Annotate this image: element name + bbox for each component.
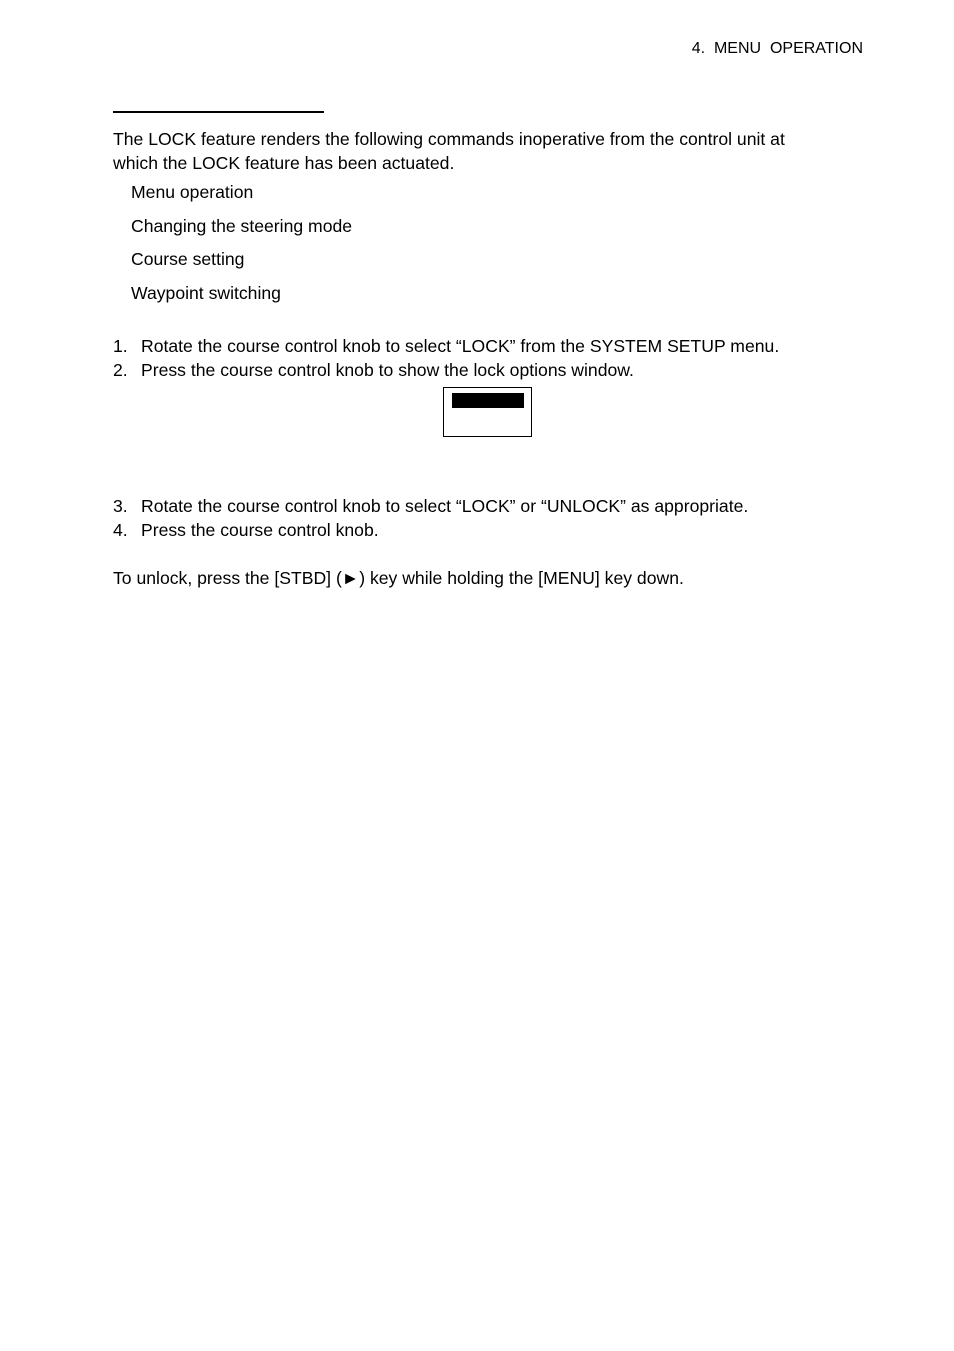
list-item: Waypoint switching: [131, 283, 281, 304]
procedure-steps-first: [113, 334, 779, 382]
lock-options-window-illustration: [443, 387, 532, 437]
list-item: Menu operation: [131, 182, 254, 202]
step-text: Rotate the course control knob to select “LOCK” from the SYSTEM SETUP menu.: [141, 336, 780, 356]
section-title-rule: [113, 111, 324, 113]
list-item: Changing the steering mode: [131, 215, 353, 236]
locked-commands-list: [131, 180, 352, 315]
list-item: Course setting: [131, 249, 245, 270]
lock-option-highlight: [452, 393, 524, 408]
step-text: Press the course control knob.: [141, 520, 379, 540]
step-number: 2.: [113, 360, 128, 380]
procedure-step: [113, 494, 748, 518]
step-number: 3.: [113, 496, 128, 516]
procedure-step: [113, 358, 779, 382]
step-number: 4.: [113, 520, 128, 540]
intro-paragraph: The LOCK feature renders the following commands inoperative from the control unit at which the LOCK feature has been actuated.: [113, 129, 785, 173]
step-text: Press the course control knob to show the lock options window.: [141, 360, 634, 380]
procedure-step: [113, 518, 748, 542]
running-header: 4. MENU OPERATION: [691, 40, 863, 57]
step-number: 1.: [113, 336, 128, 356]
step-text: Rotate the course control knob to select “LOCK” or “UNLOCK” as appropriate.: [141, 496, 749, 516]
unlock-instruction: To unlock, press the [STBD] (►) key while holding the [MENU] key down.: [113, 568, 684, 588]
procedure-step: [113, 334, 779, 358]
procedure-steps-second: [113, 494, 748, 542]
